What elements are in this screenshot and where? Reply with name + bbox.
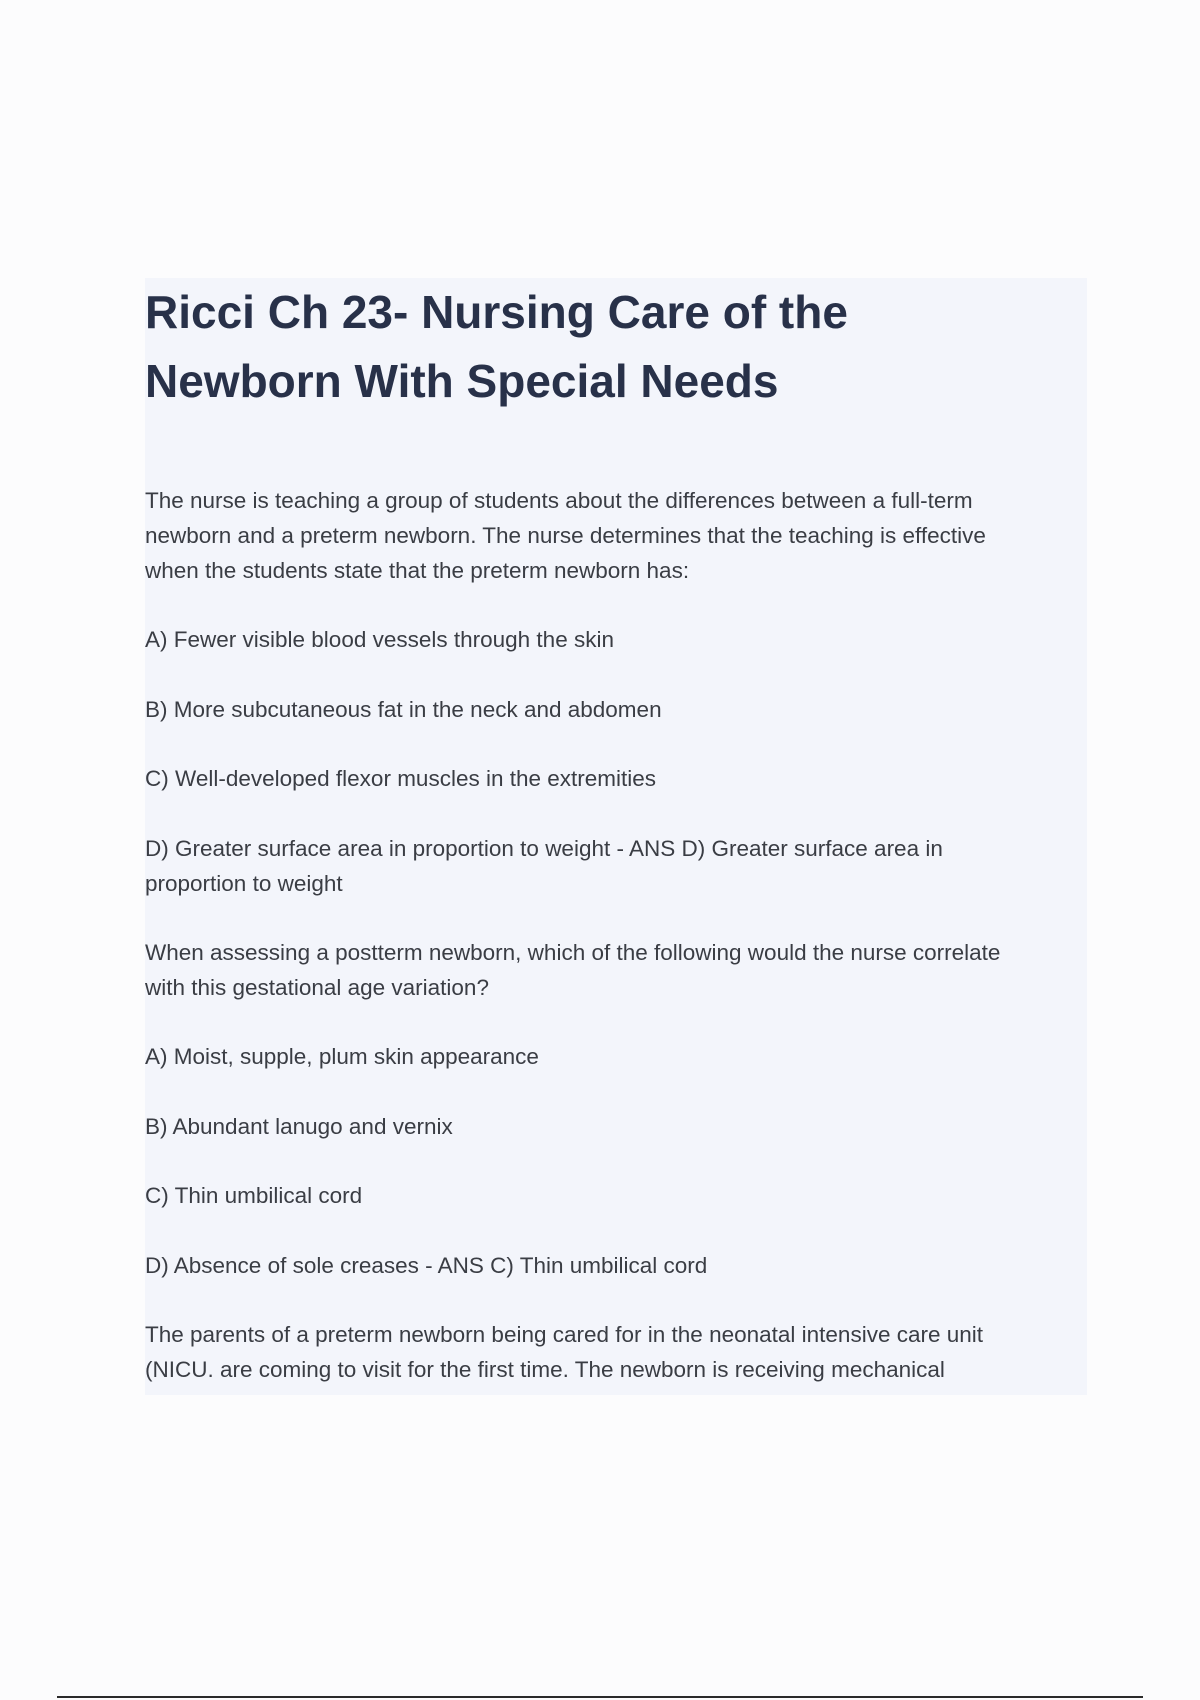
question-stem-line: The parents of a preterm newborn being cared for in the neonatal intensive care unit [145,1322,984,1347]
document-title [145,278,1065,416]
question-2-stem [145,935,1075,1005]
question-1-option-d-with-answer [145,831,1075,901]
document-content-panel [145,278,1087,1395]
option-line: A) Moist, supple, plum skin appearance [145,1044,539,1069]
question-2-option-b [145,1109,1075,1144]
page-bottom-divider [57,1696,1143,1698]
question-stem-line: When assessing a postterm newborn, which of the following would the nurse correlate [145,940,1001,965]
option-line: B) Abundant lanugo and vernix [145,1114,453,1139]
title-line: Ricci Ch 23- Nursing Care of the [145,286,848,338]
question-1-option-a [145,622,1075,657]
title-line: Newborn With Special Needs [145,355,779,407]
option-line: C) Thin umbilical cord [145,1183,363,1208]
option-line: A) Fewer visible blood vessels through the skin [145,627,614,652]
question-stem-line: when the students state that the preterm newborn has: [145,558,690,583]
question-2-option-d-with-answer [145,1248,1075,1283]
question-3-stem [145,1317,1075,1387]
option-line: D) Absence of sole creases - ANS C) Thin umbilical cord [145,1253,708,1278]
question-stem-line: newborn and a preterm newborn. The nurse determines that the teaching is effective [145,523,986,548]
option-line: B) More subcutaneous fat in the neck and abdomen [145,697,662,722]
option-line: D) Greater surface area in proportion to weight - ANS D) Greater surface area in [145,836,943,861]
question-stem-line: with this gestational age variation? [145,975,489,1000]
question-2-option-c [145,1178,1075,1213]
question-1-option-b [145,692,1075,727]
question-stem-line: (NICU. are coming to visit for the first time. The newborn is receiving mechanical [145,1357,945,1382]
question-1-stem [145,483,1075,588]
question-1-option-c [145,761,1075,796]
option-line: C) Well-developed flexor muscles in the extremities [145,766,657,791]
question-2-option-a [145,1039,1075,1074]
question-stem-line: The nurse is teaching a group of students about the differences between a full-term [145,488,973,513]
option-line: proportion to weight [145,871,343,896]
